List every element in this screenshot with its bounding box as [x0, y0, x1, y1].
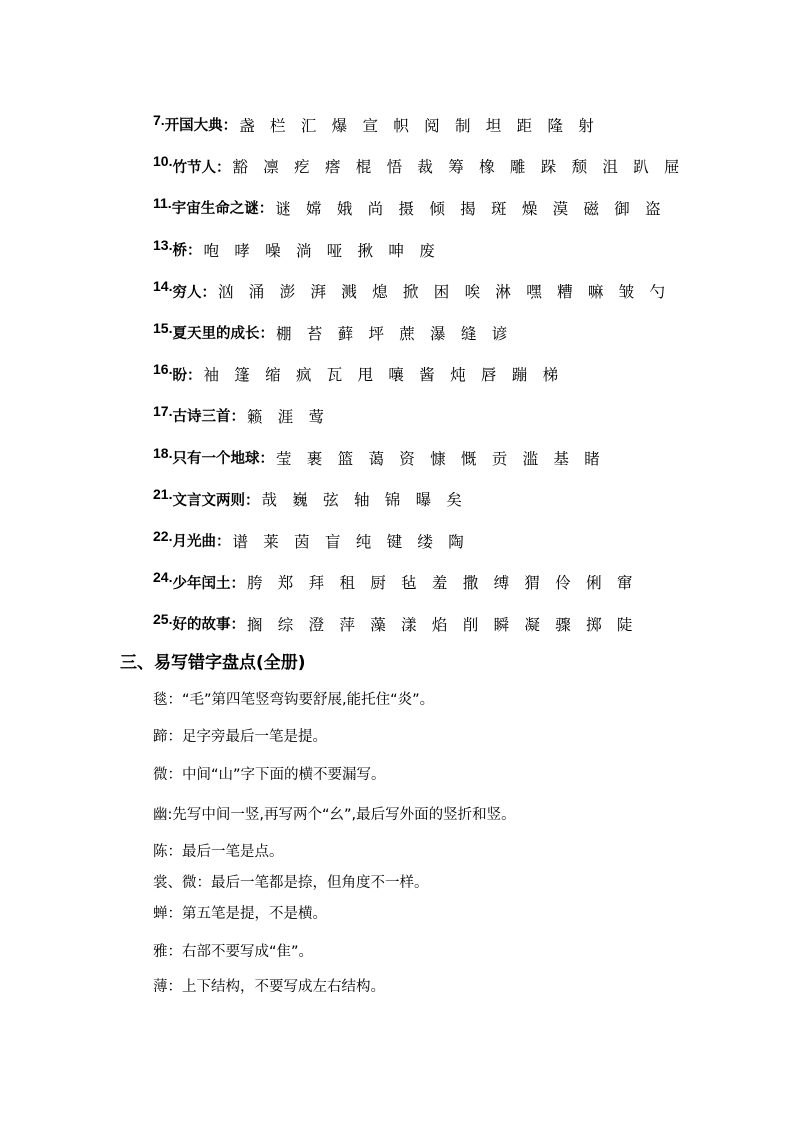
note-item: 陈：最后一笔是点。: [153, 844, 284, 860]
lesson-line: [153, 270, 773, 312]
lesson-characters: 豁 凛 疙 瘩 棍 悟 裁 筹 橡 雕 跺 颓 沮 趴 屉: [232, 158, 685, 177]
lesson-title: 宇宙生命之谜：: [171, 201, 274, 218]
lesson-character-list: [153, 104, 773, 645]
lesson-characters: 谜 嫦 娥 尚 摄 倾 揭 斑 燥 漠 磁 御 盗: [275, 199, 666, 218]
lesson-line: [153, 104, 773, 146]
lesson-characters: 棚 苔 藓 坪 蔗 瀑 缝 谚: [275, 324, 513, 343]
lesson-number: 24.: [153, 569, 173, 586]
lesson-characters: 胯 郑 拜 租 厨 毡 羞 撒 缚 猬 伶 俐 窜: [246, 574, 638, 593]
lesson-number: 17.: [153, 402, 173, 419]
lesson-characters: 袖 篷 缩 疯 瓦 甩 嚷 酱 炖 唇 蹦 梯: [203, 366, 564, 385]
note-item: 薄：上下结构，不要写成左右结构。: [153, 979, 385, 995]
lesson-title: 文言文两则：: [172, 492, 260, 509]
lesson-line: [153, 187, 773, 229]
section-heading: 三、易写错字盘点(全册): [120, 653, 306, 673]
lesson-title: 桥：: [172, 243, 202, 260]
note-item: 幽:先写中间一竖,再写两个“幺”,最后写外面的竖折和竖。: [153, 807, 516, 823]
note-item: 裳、微：最后一笔都是捺，但角度不一样。: [153, 875, 429, 891]
lesson-title: 穷人：: [172, 284, 216, 301]
lesson-title: 开国大典：: [164, 118, 238, 135]
lesson-number: 18.: [153, 444, 173, 461]
lesson-line: [153, 146, 773, 188]
lesson-characters: 咆 哮 噪 淌 哑 揪 呻 废: [203, 241, 440, 260]
lesson-title: 古诗三首：: [172, 409, 245, 426]
lesson-number: 10.: [153, 153, 173, 170]
lesson-number: 11.: [153, 194, 172, 211]
lesson-line: [153, 520, 773, 562]
lesson-characters: 搁 综 澄 萍 藻 漾 焰 削 瞬 凝 骤 掷 陡: [246, 615, 638, 634]
lesson-characters: 汹 涌 澎 湃 溅 熄 掀 困 唉 淋 嘿 糟 嘛 皱 勺: [217, 283, 671, 302]
lesson-line: [153, 312, 773, 354]
lesson-title: 只有一个地球：: [172, 451, 274, 468]
lesson-title: 盼：: [172, 367, 202, 384]
note-item: 蝉：第五笔是提，不是横。: [153, 906, 327, 922]
lesson-number: 15.: [153, 319, 173, 336]
lesson-number: 25.: [153, 610, 173, 627]
lesson-title: 月光曲：: [172, 534, 231, 551]
lesson-title: 夏天里的成长：: [172, 326, 274, 343]
lesson-line: [153, 229, 773, 271]
lesson-number: 22.: [153, 527, 173, 544]
note-item: 微：中间“山”字下面的横不要漏写。: [153, 767, 386, 783]
lesson-number: 7.: [153, 111, 165, 128]
lesson-characters: 盏 栏 汇 爆 宣 帜 阅 制 坦 距 隆 射: [239, 116, 599, 135]
note-item: 蹄：足字旁最后一笔是提。: [153, 729, 327, 745]
lesson-line: [153, 478, 773, 520]
lesson-title: 竹节人：: [172, 159, 231, 176]
lesson-characters: 莹 裹 篮 蔼 资 慷 慨 贡 滥 基 睹: [275, 449, 605, 468]
lesson-characters: 籁 涯 莺: [246, 407, 330, 426]
lesson-line: [153, 354, 773, 396]
note-item: 毯：“毛”第四笔竖弯钩要舒展,能托住“炎”。: [153, 692, 435, 708]
lesson-title: 好的故事：: [172, 617, 245, 634]
lesson-characters: 哉 巍 弦 轴 锦 曝 矣: [261, 491, 468, 510]
lesson-number: 16.: [153, 361, 173, 378]
lesson-line: [153, 562, 773, 604]
lesson-title: 少年闰土：: [172, 575, 245, 592]
lesson-number: 14.: [153, 278, 173, 295]
lesson-number: 21.: [153, 486, 173, 503]
lesson-line: [153, 437, 773, 479]
lesson-characters: 谱 莱 茵 盲 纯 键 缕 陶: [232, 532, 469, 551]
lesson-line: [153, 603, 773, 645]
note-item: 雅：右部不要写成“隹”。: [153, 944, 314, 960]
lesson-number: 13.: [153, 236, 173, 253]
lesson-line: [153, 395, 773, 437]
